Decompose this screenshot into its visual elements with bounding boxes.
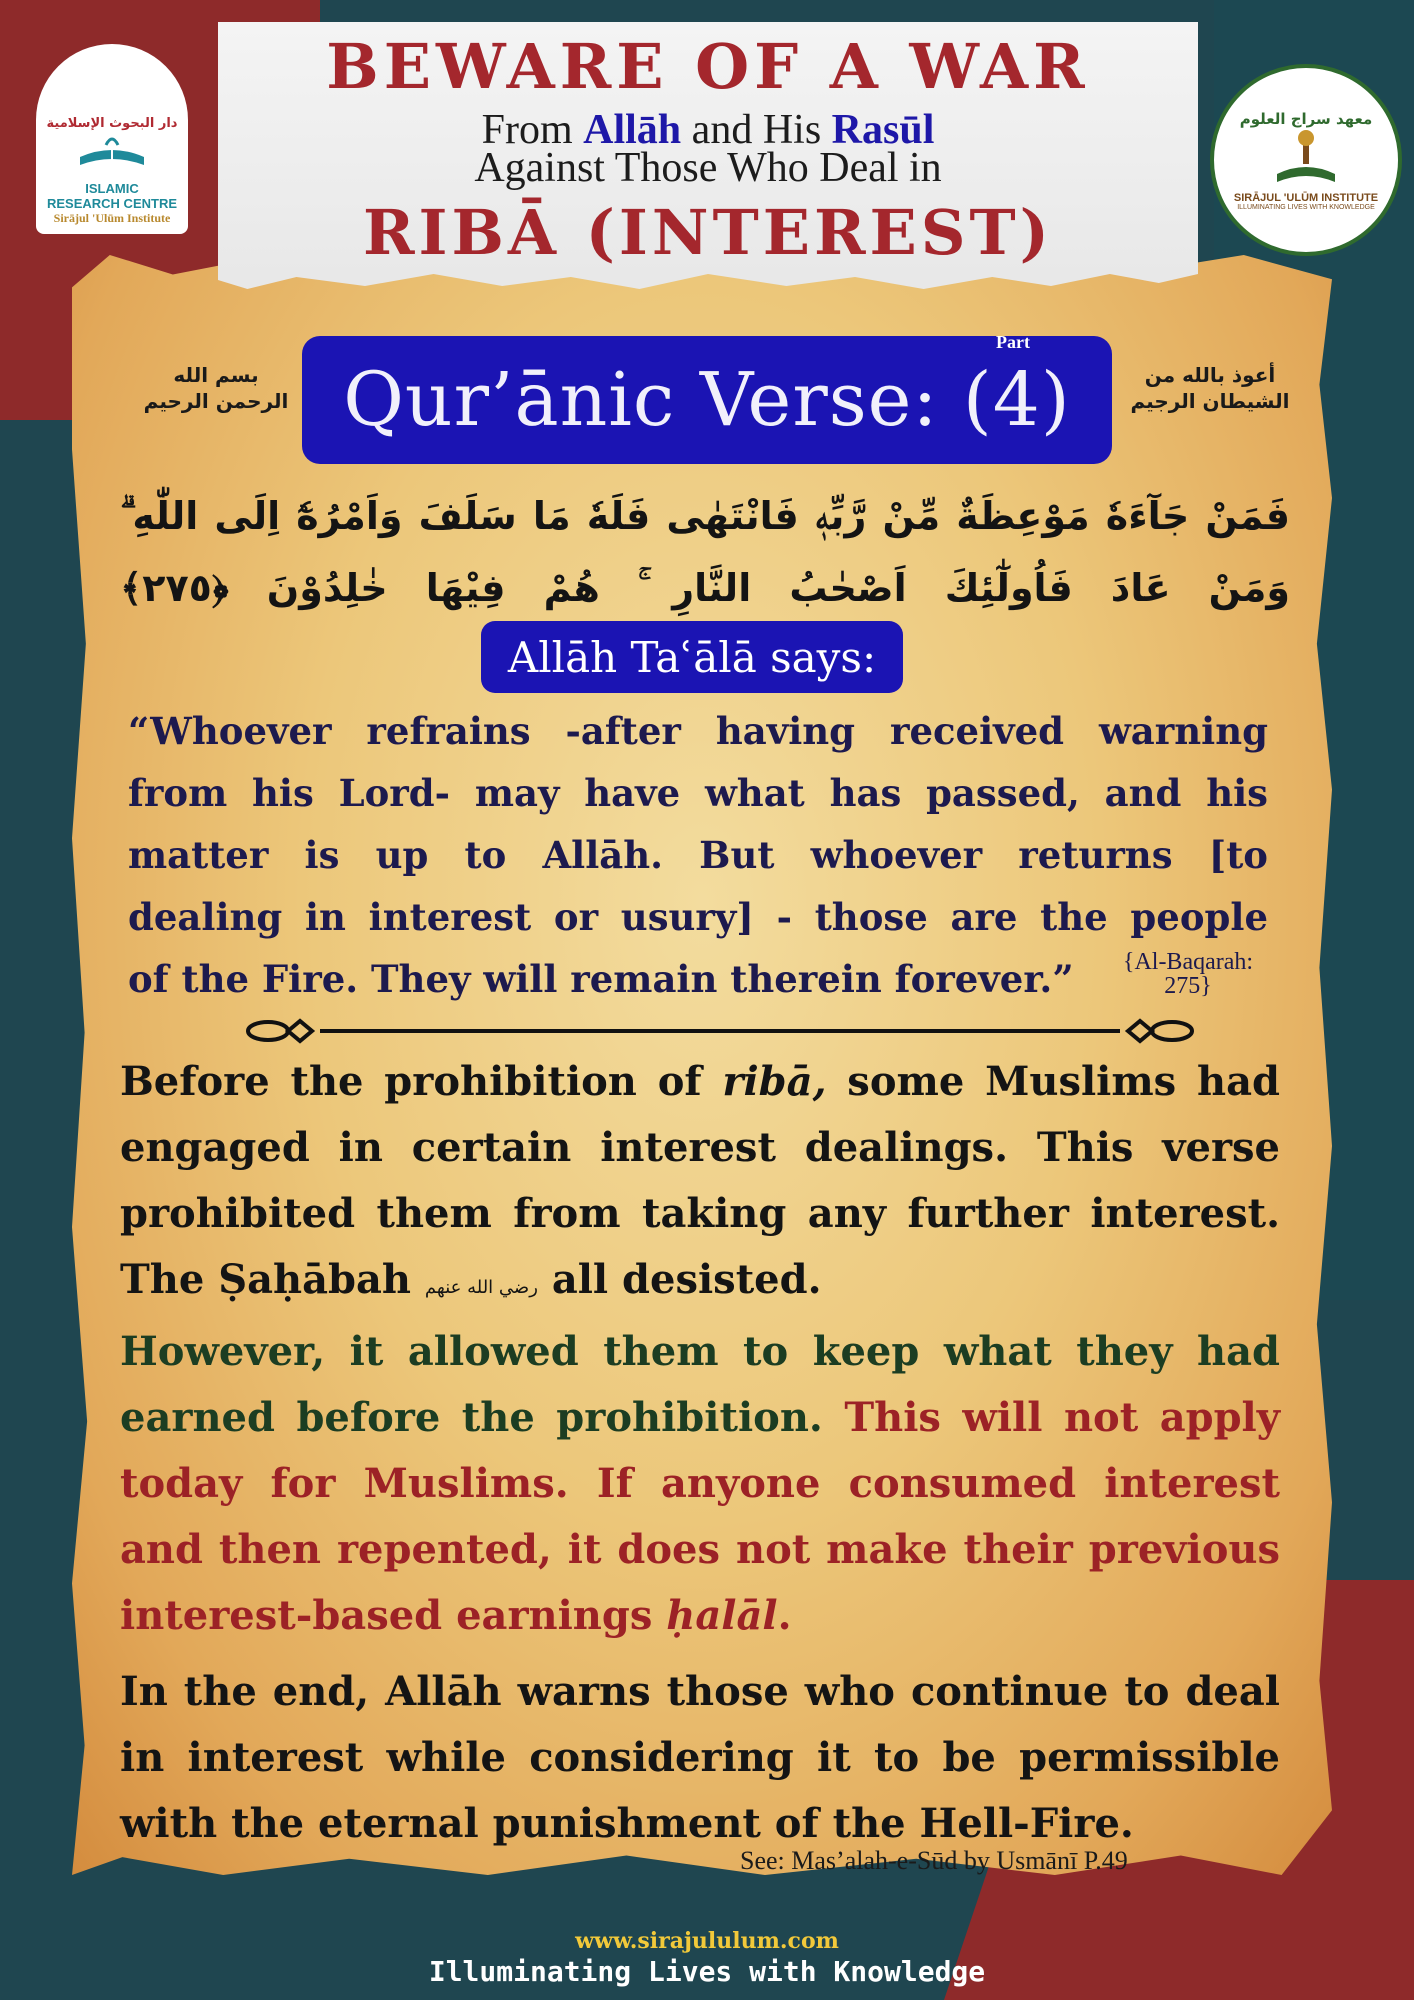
website-link[interactable]: www.sirajululum.com [575, 1928, 839, 1954]
logo-left-line2: RESEARCH CENTRE [46, 196, 177, 211]
basmala-line1: بسم الله [173, 363, 259, 387]
taawwudh-line1: أعوذ بالله من [1144, 363, 1276, 387]
p2-red-text: This will not apply today for Muslims. If anyone consumed interest and then repented, it does not make their previous interest-based earnings [120, 1394, 1280, 1639]
reference-line2: 275} [1164, 973, 1212, 999]
quranic-verse-title-banner [302, 336, 1112, 464]
basmala-line2: الرحمن الرحيم [143, 389, 289, 413]
logo-left-line3: Sirājul 'Ulūm Institute [53, 211, 171, 225]
footer-tagline: Illuminating Lives with Knowledge [428, 1955, 986, 1988]
source-note: See: Mas’alah-e-Sūd by Usmānī P.49 [740, 1846, 1128, 1875]
paragraph-prohibition-history [120, 1049, 1280, 1321]
reference-line1: {Al-Baqarah: [1122, 949, 1254, 975]
translation-line2: from his Lord- may have what has passed, and his [128, 771, 1268, 815]
translation-line3: matter is up to Allāh. But whoever returns [to [128, 833, 1268, 877]
translation-line1: “Whoever refrains -after having received warning [128, 709, 1268, 753]
sub-from: From [481, 107, 584, 153]
allah-says-banner [481, 621, 903, 693]
radiyallahu-anhum-icon: رضي الله عنهم [424, 1277, 538, 1298]
taawwudh-calligraphy [1130, 362, 1290, 414]
logo-right-line2: ILLUMINATING LIVES WITH KNOWLEDGE [1237, 203, 1375, 211]
islamic-research-centre-logo [36, 44, 188, 234]
p1-riba-italic: ribā, [722, 1058, 827, 1105]
basmala-calligraphy [136, 362, 296, 414]
logo-left-arabic: دار البحوث الإسلامية [46, 116, 178, 131]
header-title-line2: RIBĀ (INTEREST) [362, 196, 1054, 269]
translation-line4: dealing in interest or usury] - those are the people [128, 895, 1268, 939]
arabic-verse-line2: وَمَنْ عَادَ فَاُولٰٓئِكَ اَصْحٰبُ النَّارِ ۚ هُمْ فِيْهَا خٰلِدُوْنَ ﴿٢٧٥﴾ [120, 566, 1290, 610]
p2-end: . [777, 1592, 792, 1639]
p1-text-b: some Muslims had engaged in certain interest dealings. This verse prohibited them from taking any further interest. The Ṣaḥābah [120, 1058, 1280, 1303]
arabic-verse-line1: فَمَنْ جَآءَهٗ مَوْعِظَةٌ مِّنْ رَّبِّهٖ فَانْتَهٰى فَلَهٗ مَا سَلَفَ وَاَمْرُهٗٓ اِلَى اللّٰهِ ۗ [120, 494, 1290, 538]
header-subtitle-line2: Against Those Who Deal in [474, 145, 942, 191]
sub-rasul: Rasūl [831, 107, 935, 153]
allah-says-label: Allāh Taʿālā says: [507, 632, 877, 682]
logo-right-line1: SIRĀJUL 'ULŪM INSTITUTE [1233, 191, 1379, 204]
logo-left-line1: ISLAMIC [85, 181, 139, 196]
p2-halal-italic: ḥalāl [666, 1592, 778, 1639]
p1-text-c: all desisted. [537, 1256, 822, 1303]
book-emblem-icon [46, 105, 178, 177]
translation-line5: of the Fire. They will remain therein forever.” [128, 957, 1074, 1001]
p2-green-text: However, it allowed them to keep what they had earned before the prohibition. [120, 1328, 1280, 1441]
logo-right-arabic: معهد سراج العلوم [1239, 109, 1373, 128]
verse-reference [1108, 950, 1268, 998]
arabic-verse-text [120, 480, 1290, 624]
ornamental-divider [240, 1016, 1200, 1046]
part-label: Part [996, 332, 1030, 352]
quranic-verse-title: Qur’ānic Verse: (4) [343, 357, 1071, 443]
sub-and: and His [681, 107, 832, 153]
header-title-line1: BEWARE OF A WAR [326, 30, 1090, 103]
sirajul-ulum-institute-logo [1210, 64, 1402, 256]
taawwudh-line2: الشيطان الرجيم [1130, 389, 1290, 413]
verse-translation [128, 700, 1268, 1010]
sub-allah: Allāh [583, 107, 682, 153]
p1-text-a: Before the prohibition of [120, 1058, 723, 1105]
paragraph-warning: In the end, Allāh warns those who continue to deal in interest while considering it to be permissible with the eternal punishment of the Hell-Fire. [120, 1668, 1280, 1847]
lamp-book-icon [1271, 128, 1341, 192]
paragraph-ruling-today [120, 1319, 1280, 1649]
